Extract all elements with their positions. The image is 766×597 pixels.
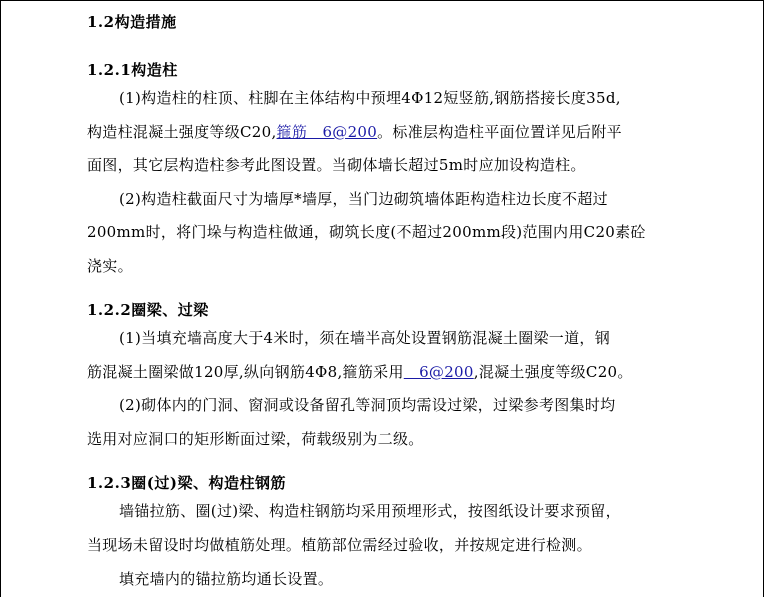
text-run: 。标准层构造柱平面位置详见后附平 [377,123,622,141]
section-heading: 1.2构造措施 [87,13,177,31]
paragraph-line [87,361,633,382]
text-run: 构造柱混凝土强度等级C20, [87,123,277,141]
paragraph-line [87,121,622,142]
paragraph-line: (1)当填充墙高度大于4米时，须在墙半高处设置钢筋混凝土圈梁一道，钢 [119,329,610,347]
paragraph-line: 200mm时，将门垛与构造柱做通，砌筑长度(不超过200mm段)范围内用C20素砼 [87,223,646,241]
paragraph-line: 填充墙内的锚拉筋均通长设置。 [119,570,334,588]
paragraph-line: (2)砌体内的门洞、窗洞或设备留孔等洞顶均需设过梁，过梁参考图集时均 [119,396,616,414]
paragraph-line: 当现场未留设时均做植筋处理。植筋部位需经过验收，并按规定进行检测。 [87,536,592,554]
stirrup-link[interactable]: 箍筋 6@200 [276,123,378,141]
subsection-heading-1-2-2: 1.2.2圈梁、过梁 [87,301,209,319]
subsection-heading-1-2-3: 1.2.3圈(过)梁、构造柱钢筋 [87,474,286,492]
paragraph-line: (2)构造柱截面尺寸为墙厚*墙厚，当门边砌筑墙体距构造柱边长度不超过 [119,190,608,208]
paragraph-line: 墙锚拉筋、圈(过)梁、构造柱钢筋均采用预埋形式，按图纸设计要求预留， [119,502,621,520]
paragraph-line: 选用对应洞口的矩形断面过梁，荷载级别为二级。 [87,430,424,448]
paragraph-line: 面图，其它层构造柱参考此图设置。当砌体墙长超过5m时应加设构造柱。 [87,156,586,174]
paragraph-line: (1)构造柱的柱顶、柱脚在主体结构中预埋4Φ12短竖筋,钢筋搭接长度35d, [119,89,621,107]
paragraph-line: 浇实。 [87,257,133,275]
stirrup-link[interactable]: 6@200 [403,363,474,381]
text-run: 筋混凝土圈梁做120厚,纵向钢筋4Φ8,箍筋采用 [87,363,404,381]
text-run: ,混凝土强度等级C20。 [473,363,633,381]
subsection-heading-1-2-1: 1.2.1构造柱 [87,61,178,79]
